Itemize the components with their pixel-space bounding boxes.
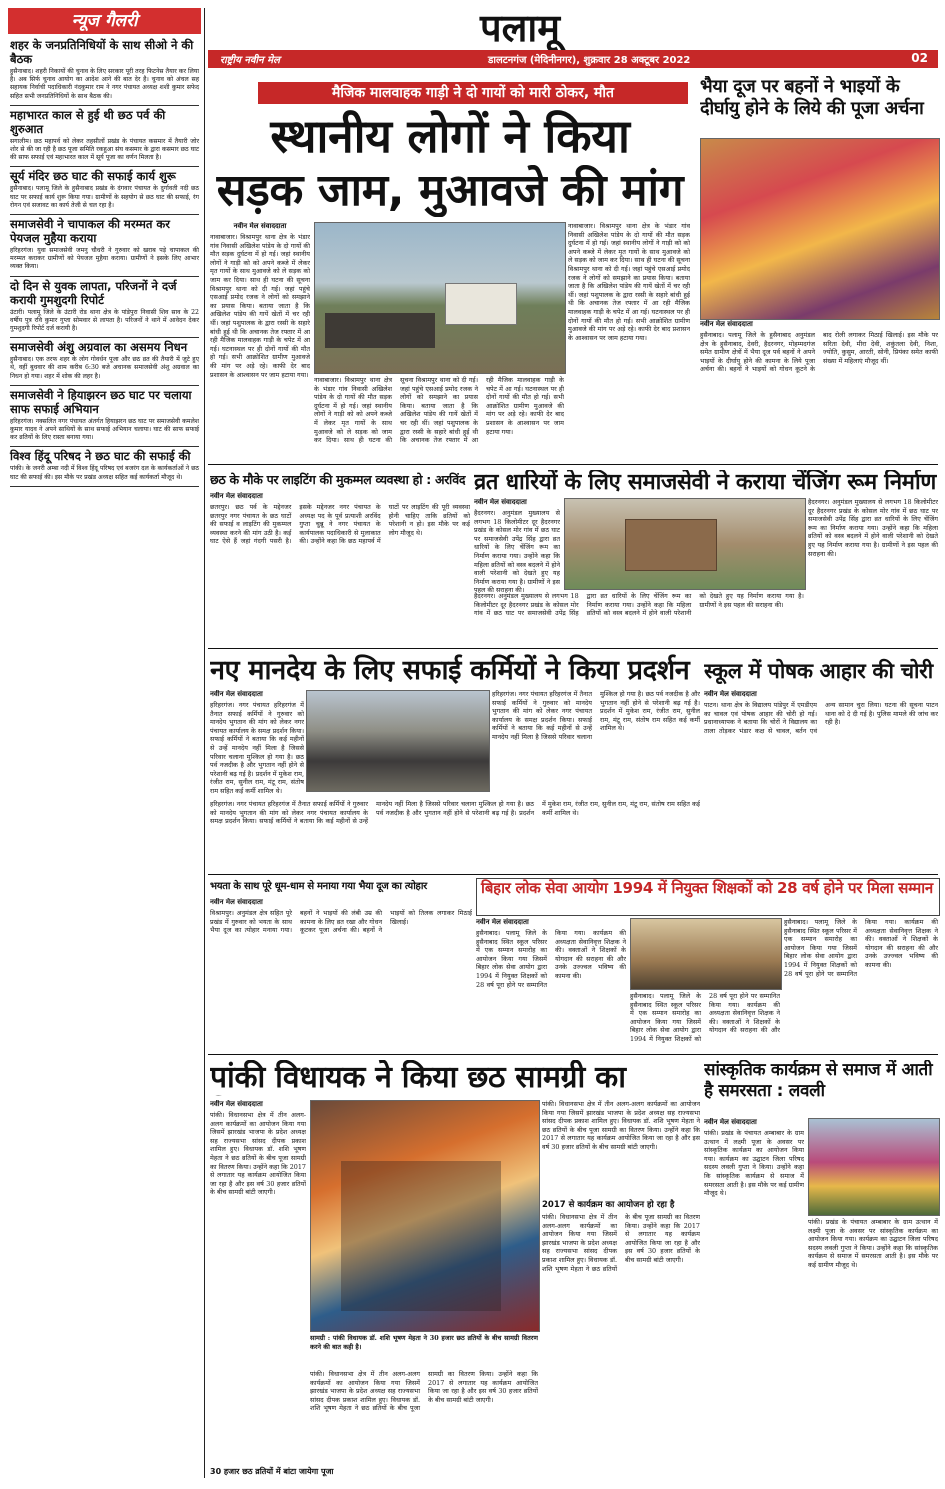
vrat-room-body-bottom: हैदरनगर। अनुमंडल मुख्यालय से लगभग 18 किलोमीटर दूर हैदरनगर प्रखंड के कोसल मोर गांव में छठ घाट पर समाजसेवी उपेंद्र सिंह द्वारा व्रत धारियों के लिए चेंजिंग रूम का निर्माण कराया गया। उन्होंने कहा कि महिला व्रतियों को वस्त्र बदलने में होने वाली परेशानी को देखते हुए यह निर्माण कराया गया है। ग्रामीणों ने इस पहल की सराहना की। [474, 592, 804, 618]
school-headline: स्कूल में पोषक आहार की चोरी [704, 659, 933, 683]
bpsc-byline: नवीन मेल संवाददाता [476, 918, 529, 926]
crowd-shape [325, 313, 435, 348]
sidebar-story-body: पांकी। के जनरी अम्बा नदी में विश्व हिंदू परिषद एवं बजरंग दल के कार्यकर्ताओं ने छठ घाट की सफाई की। इस मौके पर प्रखंड अध्यक्ष सहित कई कार्यकर्ता मौजूद थे। [10, 465, 199, 481]
sidebar-story-divider [10, 214, 199, 215]
panki-footer-note: 30 हजार छठ व्रतियों में बांटा जायेगा पूजा [210, 1467, 334, 1476]
cultural-body: पांकी। प्रखंड के पंचायत अम्बाबार के ग्राम उत्थान में लक्ष्मी पूजा के अवसर पर सांस्कृतिक कार्यक्रम का आयोजन किया गया। कार्यक्रम का उद्घाटन जिला परिषद सदस्य लवली गुप्ता ने किया। उन्होंने कहा कि सांस्कृतिक कार्यक्रम से समाज में समरसता आती है। इस मौके पर कई ग्रामीण मौजूद थे। [704, 1129, 804, 1198]
sidebar-story-body: हुसैनाबाद। शहरी निकायों की चुनाव के लिए सरकार पूरी तरह फिटनेस तैयार कर लिया है। अब सिर्फ चुनाव आयोग का आदेश आने की बात देर है। चुनाव को अंचल सह सहायक निर्वाची पदाधिकारी नंदकुमार राम ने नगर पंचायत अध्यक्ष शशी कुमार सफेद सहित सभी जनप्रतिनिधियों के साथ बैठक की। [10, 68, 199, 100]
page-title: पलामू [480, 6, 560, 50]
news-gallery-title: न्यूज गैलरी [8, 8, 201, 34]
sidebar-story-body: हुसैनाबाद। एक तरफ शहर के लोग गोवर्धन पूजा और छठ व्रत की तैयारी में जुटे हुए थे, वहीं बुधवार की शाम करीब 6:30 बजे अचानक समाजसेवी अंशु अग्रवाल का निधन हो गया। शहर में शोक की लहर है। [10, 356, 199, 380]
sidebar-story-headline: विश्व हिंदू परिषद ने छठ घाट की सफाई की [10, 449, 191, 464]
bpsc-headline-box [476, 878, 940, 916]
chhath-light-story [210, 492, 470, 642]
vrat-room-headline: व्रत धारियों के लिए समाजसेवी ने कराया चेंजिंग रूम निर्माण [474, 470, 936, 495]
cultural-headline: सांस्कृतिक कार्यक्रम से समाज में आती है समरसता : लवली [704, 1060, 933, 1101]
sidebar-story-divider [10, 276, 199, 277]
sidebar-story-body: हरिहरगंज। नक्सलित नगर पंचायत अंतर्गत हियाझरन छठ घाट पर समाजसेवी कमलेश कुमार यादव ने अपने साथियों के साथ सफाई अभियान चलाया। घाट की साफ सफाई कर व्रतियों के लिए रास्ता बनाया गया। [10, 417, 199, 442]
school-byline: नवीन मेल संवाददाता [704, 690, 757, 698]
bpsc-body: हुसैनाबाद। पलामू जिले के हुसैनाबाद स्थित स्कूल परिसर में एक सम्मान समारोह का आयोजन किया गया जिसमें बिहार लोक सेवा आयोग द्वारा 1994 में नियुक्त शिक्षकों को 28 वर्ष पूरा होने पर सम्मानित किया गया। कार्यक्रम की अध्यक्षता सेवानिवृत्त शिक्षक ने की। वक्ताओं ने शिक्षकों के योगदान की सराहना की और उनके उज्ज्वल भविष्य की कामना की। [476, 929, 626, 989]
sidebar-story-headline: समाजसेवी ने चापाकल की मरम्मत कर पेयजल मुहैया कराया [10, 217, 170, 246]
divider [208, 464, 938, 465]
divider [208, 874, 938, 875]
school-body: पाटन। थाना क्षेत्र के विद्यालय पांडेपुर में एमडीएम का चावल एवं पोषक आहार की चोरी हो गई। प्रधानाध्यापक ने बताया कि चोरों ने विद्यालय का ताला तोड़कर भंडार कक्ष से चावल, बर्तन एवं अन्य सामान चुरा लिया। घटना की सूचना पाटन थाना को दे दी गई है। पुलिस मामले की जांच कर रही है। [704, 701, 938, 735]
panki-body-bottom: पांकी। विधानसभा क्षेत्र में तीन अलग-अलग कार्यक्रमों का आयोजन किया गया जिसमें झारखंड भाजपा के प्रदेश अध्यक्ष सह राज्यसभा सांसद दीपक प्रकाश शामिल हुए। विधायक डॉ. शशि भूषण मेहता ने छठ व्रतियों के बीच पूजा सामग्री का वितरण किया। उन्होंने कहा कि 2017 से लगातार यह कार्यक्रम आयोजित किया जा रहा है और इस वर्ष 30 हजार व्रतियों के बीच सामग्री बांटी जाएगी। [310, 1370, 538, 1413]
bpsc-photo [630, 918, 782, 990]
sweepers-photo [306, 690, 490, 792]
school-story [704, 690, 938, 870]
cultural-byline: नवीन मेल संवाददाता [704, 1118, 757, 1126]
vrat-room-body-right: हैदरनगर। अनुमंडल मुख्यालय से लगभग 18 किलोमीटर दूर हैदरनगर प्रखंड के कोसल मोर गांव में छठ घाट पर समाजसेवी उपेंद्र सिंह द्वारा व्रत धारियों के लिए चेंजिंग रूम का निर्माण कराया गया। उन्होंने कहा कि महिला व्रतियों को वस्त्र बदलने में होने वाली परेशानी को देखते हुए यह निर्माण कराया गया है। ग्रामीणों ने इस पहल की सराहना की। [808, 498, 938, 558]
panki-byline: नवीन मेल संवाददाता [210, 1100, 263, 1108]
truck-shape [445, 283, 517, 325]
panki-body-right-2: पांकी। विधानसभा क्षेत्र में तीन अलग-अलग कार्यक्रमों का आयोजन किया गया जिसमें झारखंड भाजपा के प्रदेश अध्यक्ष सह राज्यसभा सांसद दीपक प्रकाश शामिल हुए। विधायक डॉ. शशि भूषण मेहता ने छठ व्रतियों के बीच पूजा सामग्री का वितरण किया। उन्होंने कहा कि 2017 से लगातार यह कार्यक्रम आयोजित किया जा रहा है और इस वर्ष 30 हजार व्रतियों के बीच सामग्री बांटी जाएगी। [542, 1213, 700, 1273]
lead-headline-line2: सड़क जाम, मुआवजे की मांग [216, 165, 684, 216]
sidebar-story-headline: सूर्य मंदिर छठ घाट की सफाई कार्य शुरू [10, 169, 176, 184]
masthead-bar [208, 50, 938, 68]
bpsc-story-left [476, 918, 626, 1050]
vrat-room-byline: नवीन मेल संवाददाता [474, 498, 527, 506]
lead-headline-line1: स्थानीय लोगों ने किया [270, 110, 630, 162]
chhath-light-body: छतरपुर। छठ पर्व के मद्देनजर छतरपुर नगर पंचायत के छठ घाटों की सफाई व लाइटिंग की मुकम्मल व्यवस्था करने की मांग उठी है। कई घाट ऐसे हैं जहां गंदगी पसरी है। इसके मद्देनजर नगर पंचायत के अध्यक्ष पद के पूर्व प्रत्याशी अरविंद गुप्ता चुन्नू ने नगर पंचायत के कार्यपालक पदाधिकारी से मुलाकात की। उन्होंने कहा कि छठ महापर्व में घाटों पर लाइटिंग की पूरी व्यवस्था होनी चाहिए ताकि व्रतियों को परेशानी न हो। इस मौके पर कई लोग मौजूद थे। [210, 503, 470, 546]
lead-byline: नवीन मेल संवाददाता [233, 222, 287, 230]
sidebar-story-body: हुसैनाबाद। पलामू जिले के हुसैनाबाद प्रखंड के दंगवार पंचायत के दुर्गावती नदी छठ घाट पर सफाई कार्य शुरू किया गया। ग्रामीणों के सहयोग से छठ घाट की सफाई, रंग रोगन एवं सजावट का कार्य तेजी से चल रहा है। [10, 185, 199, 209]
sidebar-story-divider [10, 166, 199, 167]
bhaiya-dooj-text: हुसैनाबाद। पलामू जिले के हुसैनाबाद अनुमंडल क्षेत्र के हुसैनाबाद, देवरी, हैदरनगर, मोहम्मदगंज समेत ग्रामीण क्षेत्रों में भैया दूज पर्व बहनों ने अपने भाइयों के दीर्घायु होने की कामना के लिये पूजा अर्चना की। बहनों ने भाइयों को गोधन कूटने के बाद रोली लगाकर मिठाई खिलाई। इस मौके पर सरिता देवी, मीरा देवी, शकुंतला देवी, निशा, ज्योति, कुसुम, आरती, सोनी, प्रियंका समेत काफी संख्या में महिलाएं मौजूद थीं। [700, 331, 938, 374]
lead-story-body-right: नावाबाजार। विश्रामपुर थाना क्षेत्र के भंडार गांव निवासी अखिलेश पांडेय के दो गायों की मौत सड़क दुर्घटना में हो गई। जहां स्थानीय लोगों ने गाड़ी को को अपने कब्जे में लेकर मृत गायों के साथ मुआवजे को ले सड़क को जाम कर दिया। साथ ही घटना की सूचना विश्रामपुर थाना को दी गई। जहां पहुंचे एसआई प्रमोद रजक ने लोगों को समझाने का प्रयास किया। बताया जाता है कि अखिलेश पांडेय की गायें खेतों में चर रही थीं। जहां पशुपालक के द्वारा रस्सी के सहारे बांधी हुई थी कि अचानक तेज रफ्तार में आ रही मैजिक मालवाहक गाड़ी के चपेट में आ गई। घटनास्थल पर ही दोनों गायों की मौत हो गई। सभी आक्रोशित ग्रामीण मुआवजे की मांग पर अड़े रहे। काफी देर बाद प्रशासन के आश्वासन पर जाम हटाया गया। [568, 222, 690, 342]
building-shape [625, 519, 717, 571]
chhath-light-byline: नवीन मेल संवाददाता [210, 492, 263, 500]
people-shape [341, 1161, 501, 1311]
sidebar-story-body: उंटारी। पलामू जिले के उंटारी रोड थाना क्षेत्र के पांडेपुरा निवासी शिव साव के 22 वर्षीय पुत्र रवि कुमार गुप्ता सोमवार से लापता है। परिजनों ने थाने में आवेदन देकर गुमशुदगी रिपोर्ट दर्ज करायी है। [10, 308, 199, 333]
sidebar-story-headline: समाजसेवी अंशु अग्रवाल का असमय निधन [10, 340, 188, 355]
chhath-light-headline: छठ के मौके पर लाइटिंग की मुकम्मल व्यवस्था हो : अरविंद [210, 472, 466, 487]
divider [208, 648, 938, 649]
panki-caption: सामग्री : पांकी विधायक डॉ. शशि भूषण मेहता ने 30 हजार छठ व्रतियों के बीच सामग्री वितरण करने की बात कही है। [310, 1334, 538, 1351]
cultural-story-left [704, 1118, 804, 1478]
lead-kicker: मैजिक मालवाहक गाड़ी ने दो गायों को मारी ठोकर, मौत [258, 82, 688, 104]
lead-story-body-bottom: नावाबाजार। विश्रामपुर थाना क्षेत्र के भंडार गांव निवासी अखिलेश पांडेय के दो गायों की मौत सड़क दुर्घटना में हो गई। जहां स्थानीय लोगों ने गाड़ी को को अपने कब्जे में लेकर मृत गायों के साथ मुआवजे को ले सड़क को जाम कर दिया। साथ ही घटना की सूचना विश्रामपुर थाना को दी गई। जहां पहुंचे एसआई प्रमोद रजक ने लोगों को समझाने का प्रयास किया। बताया जाता है कि अखिलेश पांडेय की गायें खेतों में चर रही थीं। जहां पशुपालक के द्वारा रस्सी के सहारे बांधी हुई थी कि अचानक तेज रफ्तार में आ रही मैजिक मालवाहक गाड़ी के चपेट में आ गई। घटनास्थल पर ही दोनों गायों की मौत हो गई। सभी आक्रोशित ग्रामीण मुआवजे की मांग पर अड़े रहे। काफी देर बाद प्रशासन के आश्वासन पर जाम हटाया गया। [314, 376, 564, 445]
bhaiyadooj2-body: विश्रामपुर। अनुमंडल क्षेत्र सहित पूरे प्रखंड में गुरुवार को भयता के साथ भैया दूज का त्योहार मनाया गया। बहनों ने भाइयों की लंबी उम्र की कामना के लिए व्रत रखा और गोधन कूटकर पूजा अर्चना की। बहनों ने भाइयों को तिलक लगाकर मिठाई खिलाई। [210, 909, 472, 935]
sidebar-story-divider [10, 385, 199, 386]
sweepers-body-bottom: हरिहरगंज। नगर पंचायत हरिहरगंज में तैनात सफाई कर्मियों ने गुरुवार को मानदेय भुगतान की मांग को लेकर नगर पंचायत कार्यालय के समक्ष प्रदर्शन किया। सफाई कर्मियों ने बताया कि कई महीनों से उन्हें मानदेय नहीं मिला है जिससे परिवार चलाना मुश्किल हो गया है। छठ पर्व नजदीक है और भुगतान नहीं होने से परेशानी बढ़ गई है। प्रदर्शन में मुकेश राम, रंजीत राम, सुनील राम, मंटू राम, संतोष राम सहित कई कर्मी शामिल थे। [210, 800, 700, 826]
bpsc-body-right: हुसैनाबाद। पलामू जिले के हुसैनाबाद स्थित स्कूल परिसर में एक सम्मान समारोह का आयोजन किया गया जिसमें बिहार लोक सेवा आयोग द्वारा 1994 में नियुक्त शिक्षकों को 28 वर्ष पूरा होने पर सम्मानित किया गया। कार्यक्रम की अध्यक्षता सेवानिवृत्त शिक्षक ने की। वक्ताओं ने शिक्षकों के योगदान की सराहना की और उनके उज्ज्वल भविष्य की कामना की। [784, 918, 938, 978]
lead-story-body-left [210, 222, 310, 462]
sidebar-story-body: सगालीम। छठ महापर्व को लेकर तहसीलों प्रखंड के पंचायत कसमार में तैयारी जोर शोर से की जा रही है छठ पूजा समिति रकहुआ संघ कसमार के द्वारा कसमार छठ घाट की साफ सफाई एवं महाभारत काल में सूर्य पूजा का वर्णन मिलता है। [10, 137, 199, 162]
page-number: 02 [911, 51, 928, 65]
sidebar-story-divider [10, 486, 199, 487]
sidebar-story-divider [10, 105, 199, 106]
sidebar-story-headline: महाभारत काल से हुई थी छठ पर्व की शुरुआत [10, 107, 166, 136]
sidebar-story-body: हरिहरगंज। युवा समाजसेवी जमनु चौधरी ने गुरुवार को खराब पड़े चापाकल की मरम्मत कराकर ग्रामीणों को पेयजल मुहैया कराया। ग्रामीणों ने इसके लिए आभार व्यक्त किया। [10, 247, 199, 271]
cultural-body-right: पांकी। प्रखंड के पंचायत अम्बाबार के ग्राम उत्थान में लक्ष्मी पूजा के अवसर पर सांस्कृतिक कार्यक्रम का आयोजन किया गया। कार्यक्रम का उद्घाटन जिला परिषद सदस्य लवली गुप्ता ने किया। उन्होंने कहा कि सांस्कृतिक कार्यक्रम से समाज में समरसता आती है। इस मौके पर कई ग्रामीण मौजूद थे। [808, 1218, 938, 1269]
lead-body: नावाबाजार। विश्रामपुर थाना क्षेत्र के भंडार गांव निवासी अखिलेश पांडेय के दो गायों की मौत सड़क दुर्घटना में हो गई। जहां स्थानीय लोगों ने गाड़ी को को अपने कब्जे में लेकर मृत गायों के साथ मुआवजे को ले सड़क को जाम कर दिया। साथ ही घटना की सूचना विश्रामपुर थाना को दी गई। जहां पहुंचे एसआई प्रमोद रजक ने लोगों को समझाने का प्रयास किया। बताया जाता है कि अखिलेश पांडेय की गायें खेतों में चर रही थीं। जहां पशुपालक के द्वारा रस्सी के सहारे बांधी हुई थी कि अचानक तेज रफ्तार में आ रही मैजिक मालवाहक गाड़ी के चपेट में आ गई। घटनास्थल पर ही दोनों गायों की मौत हो गई। सभी आक्रोशित ग्रामीण मुआवजे की मांग पर अड़े रहे। काफी देर बाद प्रशासन के आश्वासन पर जाम हटाया गया। [210, 233, 310, 379]
lead-photo [314, 222, 566, 374]
cultural-photo [808, 1118, 940, 1216]
sidebar-story-divider [10, 446, 199, 447]
bhaiyadooj2-story [210, 898, 472, 1050]
sidebar-divider [204, 8, 205, 1478]
sweepers-headline: नए मानदेय के लिए सफाई कर्मियों ने किया प्रदर्शन [210, 655, 690, 686]
vrat-room-body: हैदरनगर। अनुमंडल मुख्यालय से लगभग 18 किलोमीटर दूर हैदरनगर प्रखंड के कोसल मोर गांव में छठ घाट पर समाजसेवी उपेंद्र सिंह द्वारा व्रत धारियों के लिए चेंजिंग रूम का निर्माण कराया गया। उन्होंने कहा कि महिला व्रतियों को वस्त्र बदलने में होने वाली परेशानी को देखते हुए यह निर्माण कराया गया है। ग्रामीणों ने इस पहल की सराहना की। [474, 509, 560, 595]
sidebar-story-headline: शहर के जनप्रतिनिधियों के साथ सीओ ने की बैठक [10, 38, 194, 66]
panki-subhead: 2017 से कार्यक्रम का आयोजन हो रहा है [542, 1200, 675, 1210]
dateline: डालटनगंज (मेदिनीनगर), शुक्रवार 28 अक्टूबर 2022 [488, 55, 691, 66]
panki-body: पांकी। विधानसभा क्षेत्र में तीन अलग-अलग कार्यक्रमों का आयोजन किया गया जिसमें झारखंड भाजपा के प्रदेश अध्यक्ष सह राज्यसभा सांसद दीपक प्रकाश शामिल हुए। विधायक डॉ. शशि भूषण मेहता ने छठ व्रतियों के बीच पूजा सामग्री का वितरण किया। उन्होंने कहा कि 2017 से लगातार यह कार्यक्रम आयोजित किया जा रहा है और इस वर्ष 30 हजार व्रतियों के बीच सामग्री बांटी जाएगी। [210, 1111, 306, 1197]
panki-body-right: पांकी। विधानसभा क्षेत्र में तीन अलग-अलग कार्यक्रमों का आयोजन किया गया जिसमें झारखंड भाजपा के प्रदेश अध्यक्ष सह राज्यसभा सांसद दीपक प्रकाश शामिल हुए। विधायक डॉ. शशि भूषण मेहता ने छठ व्रतियों के बीच पूजा सामग्री का वितरण किया। उन्होंने कहा कि 2017 से लगातार यह कार्यक्रम आयोजित किया जा रहा है और इस वर्ष 30 हजार व्रतियों के बीच सामग्री बांटी जाएगी। [542, 1100, 700, 1151]
bpsc-body-bottom: हुसैनाबाद। पलामू जिले के हुसैनाबाद स्थित स्कूल परिसर में एक सम्मान समारोह का आयोजन किया गया जिसमें बिहार लोक सेवा आयोग द्वारा 1994 में नियुक्त शिक्षकों को 28 वर्ष पूरा होने पर सम्मानित किया गया। कार्यक्रम की अध्यक्षता सेवानिवृत्त शिक्षक ने की। वक्ताओं ने शिक्षकों के योगदान की सराहना की और [630, 992, 780, 1043]
sidebar-story-headline: दो दिन से युवक लापता, परिजनों ने दर्ज करायी गुमशुदगी रिपोर्ट [10, 278, 177, 307]
sidebar-story-headline: समाजसेवी ने हियाझरन छठ घाट पर चलाया साफ सफाई अभियान [10, 387, 192, 416]
panki-story-left [210, 1100, 306, 1476]
bhaiyadooj2-byline: नवीन मेल संवाददाता [210, 898, 263, 906]
bhaiyadooj2-headline: भयता के साथ पूरे धूम-धाम से मनाया गया भैया दूज का त्योहार [210, 881, 427, 892]
masthead-logo: राष्ट्रीय नवीन मेल [220, 55, 280, 66]
sweepers-byline: नवीन मेल संवाददाता [210, 690, 263, 698]
bhaiya-dooj-body [700, 320, 938, 460]
news-gallery-sidebar [8, 8, 201, 1478]
divider [208, 1054, 938, 1055]
bhaiya-dooj-headline: भैया दूज पर बहनों ने भाइयों के दीर्घायु होने के लिये की पूजा अर्चना [700, 76, 924, 119]
sidebar-story-list [8, 34, 201, 487]
vrat-room-photo [564, 498, 806, 590]
sidebar-story-divider [10, 337, 199, 338]
bpsc-headline: बिहार लोक सेवा आयोग 1994 में नियुक्त शिक्षकों को 28 वर्ष होने पर मिला सम्मान [481, 879, 933, 897]
sweepers-body-right: हरिहरगंज। नगर पंचायत हरिहरगंज में तैनात सफाई कर्मियों ने गुरुवार को मानदेय भुगतान की मांग को लेकर नगर पंचायत कार्यालय के समक्ष प्रदर्शन किया। सफाई कर्मियों ने बताया कि कई महीनों से उन्हें मानदेय नहीं मिला है जिससे परिवार चलाना मुश्किल हो गया है। छठ पर्व नजदीक है और भुगतान नहीं होने से परेशानी बढ़ गई है। प्रदर्शन में मुकेश राम, रंजीत राम, सुनील राम, मंटू राम, संतोष राम सहित कई कर्मी शामिल थे। [492, 690, 700, 741]
panki-story-right [542, 1100, 700, 1478]
sweepers-body: हरिहरगंज। नगर पंचायत हरिहरगंज में तैनात सफाई कर्मियों ने गुरुवार को मानदेय भुगतान की मांग को लेकर नगर पंचायत कार्यालय के समक्ष प्रदर्शन किया। सफाई कर्मियों ने बताया कि कई महीनों से उन्हें मानदेय नहीं मिला है जिससे परिवार चलाना मुश्किल हो गया है। छठ पर्व नजदीक है और भुगतान नहीं होने से परेशानी बढ़ गई है। प्रदर्शन में मुकेश राम, रंजीत राम, सुनील राम, मंटू राम, संतोष राम सहित कई कर्मी शामिल थे। [210, 701, 304, 795]
panki-headline: पांकी विधायक ने किया छठ सामग्री का [210, 1060, 626, 1095]
panki-photo [310, 1100, 540, 1332]
bhaiya-dooj-byline: नवीन मेल संवाददाता [700, 320, 753, 328]
bhaiya-dooj-photo [700, 138, 940, 320]
